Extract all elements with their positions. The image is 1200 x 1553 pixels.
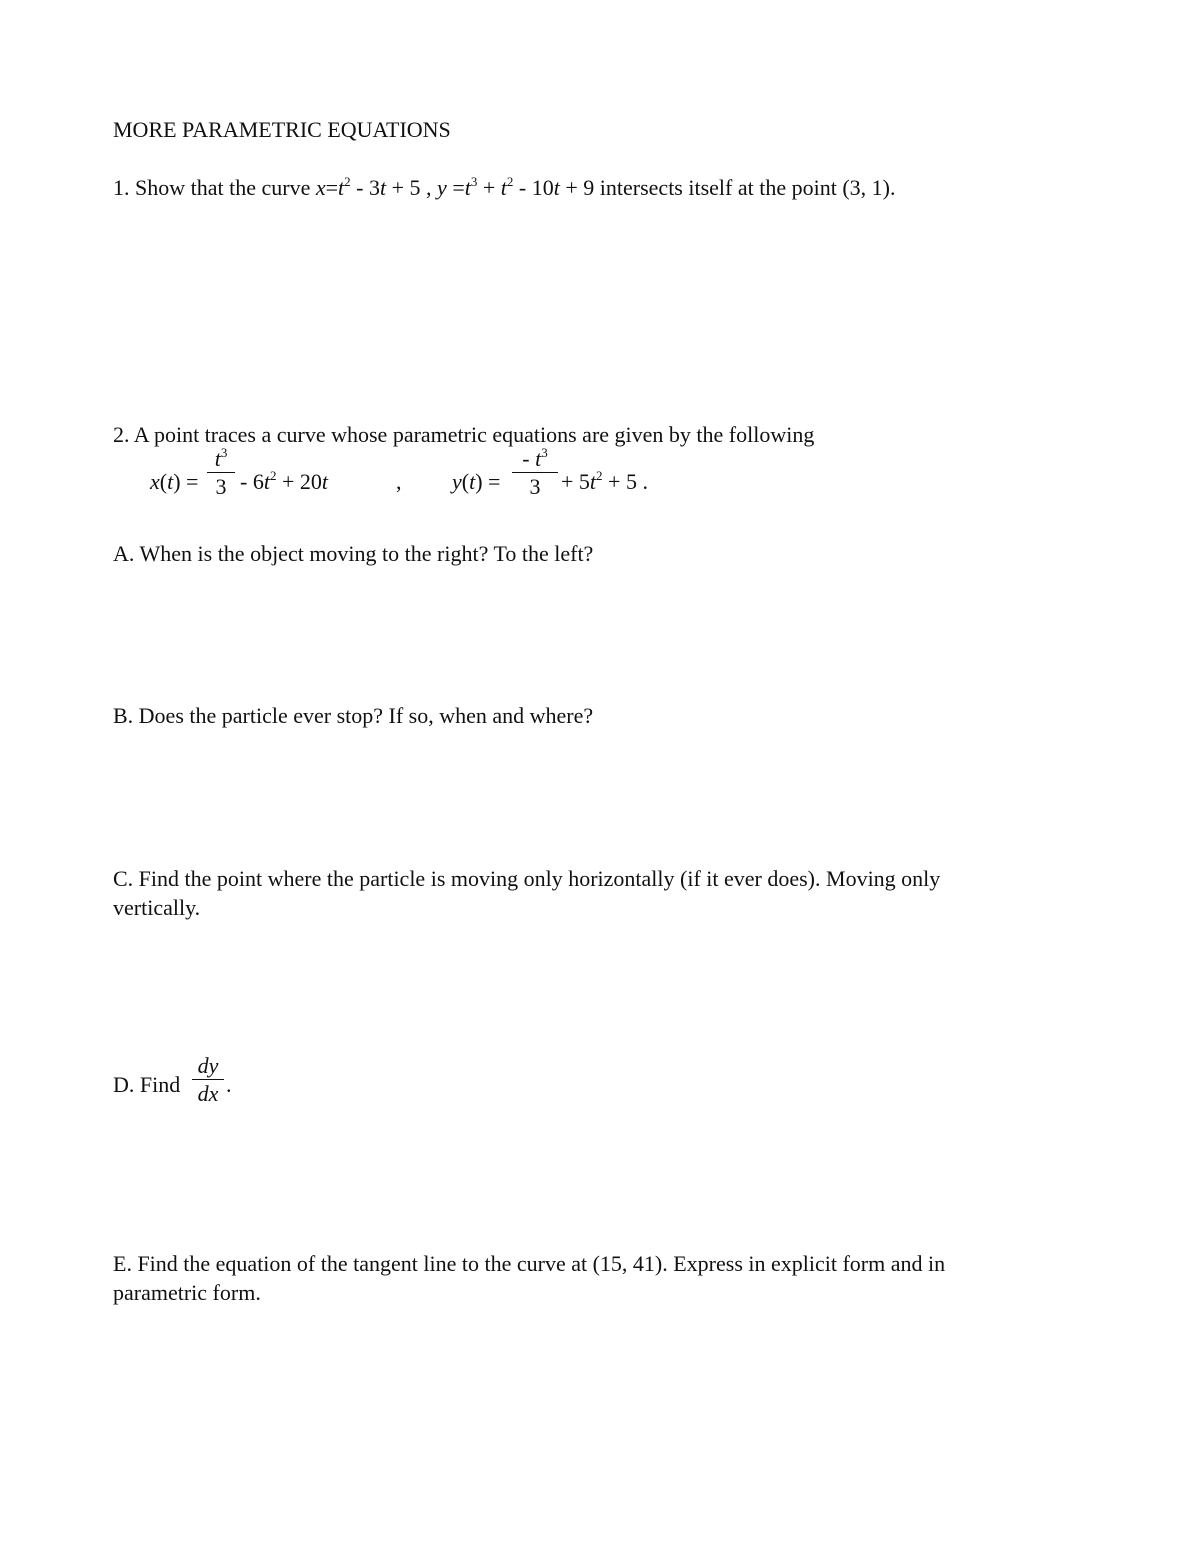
xt-paren: ( xyxy=(159,469,168,494)
yt-numerator xyxy=(512,447,558,470)
xt-term: + 20 xyxy=(281,469,322,494)
q1-x-var: x xyxy=(315,175,326,200)
yt-num-t: t xyxy=(535,446,542,471)
q1-t: t xyxy=(500,175,507,200)
q1-exponent: 2 xyxy=(344,174,351,189)
q1-y-var: y xyxy=(437,175,447,200)
xt-term: - 6 xyxy=(240,469,264,494)
q1-t: t xyxy=(338,175,345,200)
xt-denominator: 3 xyxy=(215,474,227,500)
part-b: B. Does the particle ever stop? If so, when and where? xyxy=(113,703,594,728)
q1-term: + 9 xyxy=(565,175,595,200)
yt-exponent: 2 xyxy=(596,468,603,483)
yt-num-exponent: 3 xyxy=(541,445,548,460)
part-e: E. Find the equation of the tangent line to the curve at (15, 41). Express in explicit form and in parametric form. xyxy=(113,1251,946,1306)
yt-num-sign: - xyxy=(522,446,536,471)
q1-term: + 5 , xyxy=(391,175,432,200)
q1-tail: intersects itself at the point (3, 1). xyxy=(599,175,896,200)
yt-paren: ( xyxy=(461,469,470,494)
yt-fraction xyxy=(512,447,558,498)
xt-fraction-bar xyxy=(207,472,235,473)
xt-t: t xyxy=(263,469,270,494)
question-1 xyxy=(113,175,895,200)
q1-exponent: 2 xyxy=(506,174,514,189)
yt-fn: y xyxy=(452,469,462,494)
q1-t: t xyxy=(553,175,560,200)
xt-num-exponent: 3 xyxy=(220,445,228,460)
xt-num-t: t xyxy=(214,446,221,471)
page-title: MORE PARAMETRIC EQUATIONS xyxy=(113,117,451,142)
part-a: A. When is the object moving to the right? To the left? xyxy=(113,541,594,566)
xt-numerator xyxy=(207,447,235,470)
part-d-lead: D. Find xyxy=(113,1072,181,1097)
q1-t: t xyxy=(464,175,471,200)
xt-t: t xyxy=(321,469,328,494)
yt-term: + 5 . xyxy=(608,469,648,494)
q1-exponent: 3 xyxy=(470,174,478,189)
dy-dx-fraction-bar xyxy=(192,1079,224,1080)
q1-t: t xyxy=(380,175,387,200)
xt-lhs xyxy=(150,469,198,494)
dx-denominator: dx xyxy=(197,1081,219,1107)
q1-lead: 1. Show that the curve xyxy=(113,175,311,200)
yt-denominator: 3 xyxy=(529,474,541,500)
yt-term: + 5 xyxy=(561,469,590,494)
xt-rhs xyxy=(240,469,328,494)
q1-equals: = xyxy=(325,175,339,200)
question-2-lead: 2. A point traces a curve whose parametric equations are given by the following xyxy=(113,422,815,447)
yt-rhs xyxy=(561,469,648,494)
dy-numerator: dy xyxy=(197,1053,219,1078)
yt-t: t xyxy=(589,469,597,494)
yt-paren: ) = xyxy=(475,469,501,494)
part-d-period: . xyxy=(226,1072,232,1097)
q1-term: - 3 xyxy=(356,175,380,200)
yt-fraction-bar xyxy=(512,472,558,473)
equation-separator: , xyxy=(396,469,402,494)
part-c: C. Find the point where the particle is moving only horizontally (if it ever does). Moving only vertically. xyxy=(113,866,941,921)
yt-arg: t xyxy=(469,469,476,494)
xt-arg: t xyxy=(167,469,174,494)
xt-fn: x xyxy=(150,469,160,494)
yt-lhs xyxy=(452,469,500,494)
xt-fraction xyxy=(207,447,235,498)
dy-dx-fraction xyxy=(192,1054,224,1105)
q1-equals: = xyxy=(452,175,465,200)
q1-term: - 10 xyxy=(518,175,554,200)
xt-exponent: 2 xyxy=(269,468,277,483)
q1-term: + xyxy=(482,175,496,200)
xt-paren: ) = xyxy=(173,469,199,494)
